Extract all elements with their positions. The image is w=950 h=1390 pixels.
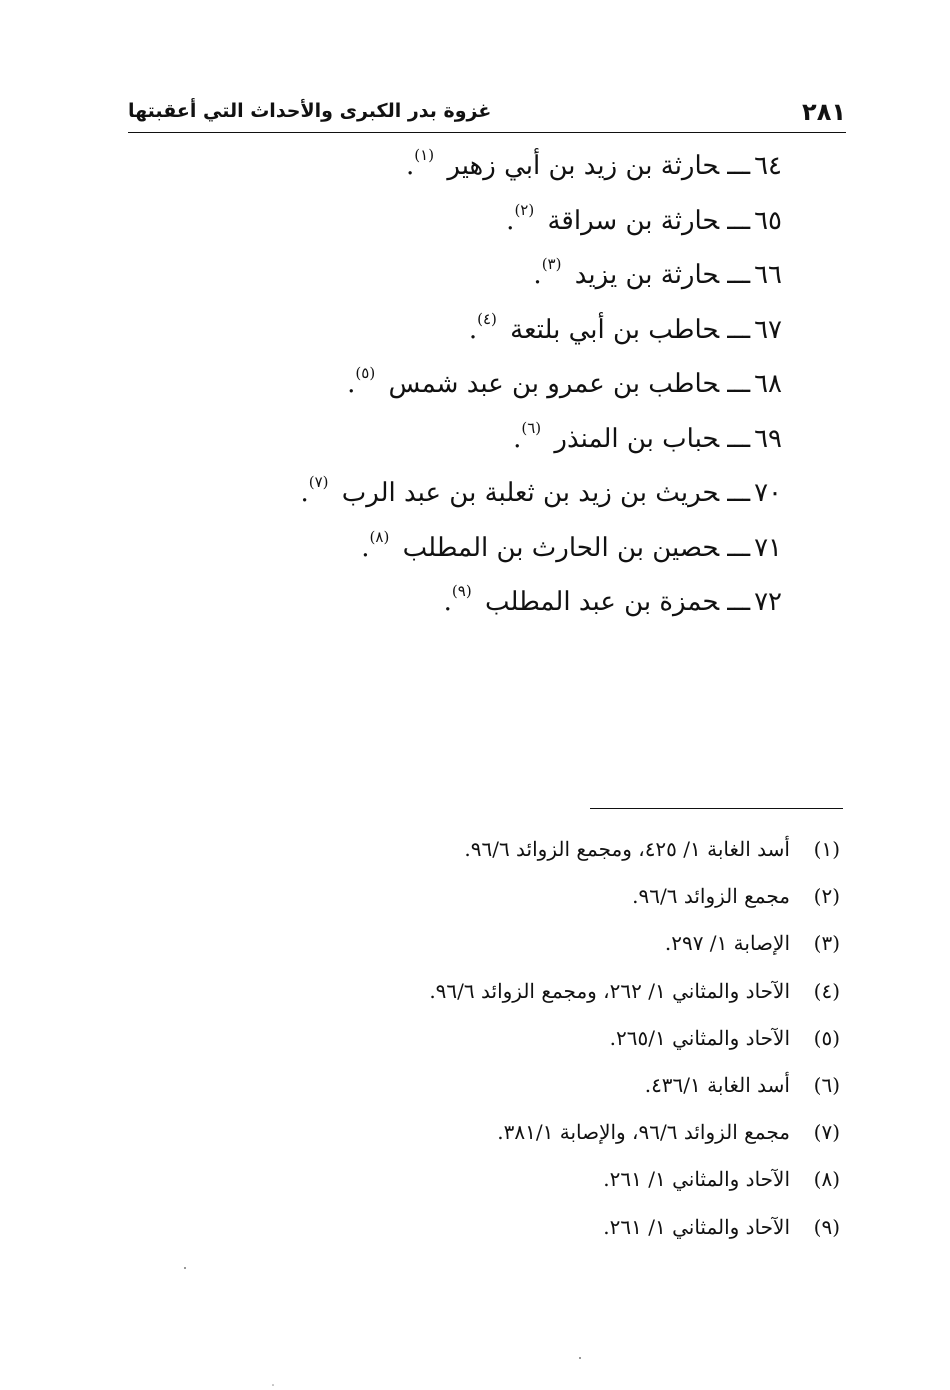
list-item: [222, 419, 782, 474]
entry-dash: ـــ: [727, 314, 751, 345]
entry-number: ٦٤: [754, 151, 782, 181]
footnote-marker: (٥): [813, 1025, 840, 1050]
entry-period: .: [513, 423, 522, 454]
footnote-reference: (٨): [369, 527, 390, 546]
entry-number: ٧٠: [754, 478, 782, 508]
entry-name: حارثة بن سراقة: [547, 205, 720, 236]
entry-name: حاطب بن عمرو بن عبد شمس: [388, 369, 720, 399]
footnote: [340, 830, 840, 877]
companion-list: [222, 146, 782, 637]
entry-number: ٦٨: [754, 369, 782, 399]
running-title: غزوة بدر الكبرى والأحداث التي أعقبتها: [128, 100, 492, 122]
entry-name: حباب بن المنذر: [554, 423, 720, 454]
footnote-marker: (٢): [813, 884, 840, 909]
entry-number: ٧١: [754, 532, 782, 563]
list-item: [222, 473, 782, 528]
footnote-reference: (٩): [451, 582, 472, 600]
entry-period: .: [361, 532, 370, 563]
entry-number: ٦٧: [754, 314, 782, 345]
list-item: [222, 201, 782, 256]
footnote-reference: (٦): [521, 418, 542, 437]
footnote-marker: (٤): [813, 978, 840, 1003]
list-item: [222, 255, 782, 310]
footnote-text: الآحاد والمثاني ١/ ٢٦١.: [603, 1167, 790, 1192]
footnote-marker: (٣): [813, 931, 840, 956]
entry-dash: ـــ: [727, 423, 751, 454]
footnote-marker: (٨): [813, 1167, 840, 1192]
footnote: [340, 1066, 840, 1113]
footnote-text: الآحاد والمثاني ٢٦٥/١.: [609, 1025, 790, 1050]
scan-speck: [184, 1267, 186, 1269]
list-item: [222, 528, 782, 583]
entry-name: حاطب بن أبي بلتعة: [510, 314, 720, 345]
footnote: [340, 924, 840, 971]
entry-dash: ـــ: [727, 260, 751, 290]
footnote-text: الإصابة ١/ ٢٩٧.: [664, 931, 790, 956]
entry-name: حارثة بن يزيد: [574, 260, 720, 290]
footnote-reference: (٣): [541, 255, 562, 273]
footnote-reference: (٢): [514, 200, 535, 219]
footnote-reference: (٥): [355, 364, 376, 382]
footnote-text: أسد الغابة ١/ ٤٢٥، ومجمع الزوائد ٩٦/٦.: [464, 837, 790, 861]
footnote: [340, 972, 840, 1019]
entry-dash: ـــ: [727, 151, 751, 181]
footnote: [340, 1160, 840, 1207]
entry-name: حريث بن زيد بن ثعلبة بن عبد الرب: [341, 478, 720, 508]
list-item: [222, 146, 782, 201]
entry-period: .: [347, 369, 356, 399]
entry-dash: ـــ: [727, 205, 751, 236]
footnote: [340, 877, 840, 924]
scan-speck: [272, 1384, 274, 1386]
footnote-reference: (١): [414, 146, 435, 164]
footnote: [340, 1019, 840, 1066]
page-number: ٢٨١: [802, 98, 846, 126]
list-item: [222, 310, 782, 365]
entry-dash: ـــ: [727, 369, 751, 399]
footnote-marker: (١): [813, 837, 840, 861]
list-item: [222, 582, 782, 637]
entry-period: .: [300, 478, 309, 508]
footnote-separator: [590, 808, 843, 809]
footnote: [340, 1208, 840, 1255]
entry-dash: ـــ: [727, 532, 751, 563]
entry-dash: ـــ: [727, 478, 751, 508]
entry-number: ٦٥: [754, 205, 782, 236]
footnote-text: الآحاد والمثاني ١/ ٢٦١.: [603, 1214, 790, 1239]
list-item: [222, 364, 782, 419]
footnote-marker: (٦): [813, 1072, 840, 1097]
entry-dash: ـــ: [727, 587, 751, 617]
footnote-text: مجمع الزوائد ٩٦/٦، والإصابة ٣٨١/١.: [497, 1120, 790, 1145]
entry-name: حصين بن الحارث بن المطلب: [402, 532, 720, 563]
entry-number: ٧٢: [754, 587, 782, 617]
entry-number: ٦٦: [754, 260, 782, 290]
footnote-reference: (٧): [308, 473, 329, 491]
entry-period: .: [533, 260, 542, 290]
footnote: [340, 1113, 840, 1160]
footnote-reference: (٤): [477, 309, 497, 328]
footnotes: [340, 830, 840, 1255]
footnote-text: مجمع الزوائد ٩٦/٦.: [632, 884, 790, 909]
footnote-marker: (٧): [813, 1120, 840, 1145]
entry-period: .: [406, 151, 415, 181]
footnote-text: أسد الغابة ٤٣٦/١.: [644, 1072, 790, 1097]
footnote-text: الآحاد والمثاني ١/ ٢٦٢، ومجمع الزوائد ٩٦/٦.: [429, 978, 790, 1003]
scan-speck: [579, 1357, 581, 1359]
entry-name: حمزة بن عبد المطلب: [484, 587, 720, 617]
entry-name: حارثة بن زيد بن أبي زهير: [447, 151, 720, 181]
entry-number: ٦٩: [754, 423, 782, 454]
entry-period: .: [506, 205, 515, 236]
footnote-marker: (٩): [813, 1214, 840, 1239]
page-header: [128, 96, 846, 133]
entry-period: .: [468, 314, 478, 345]
entry-period: .: [443, 587, 452, 617]
